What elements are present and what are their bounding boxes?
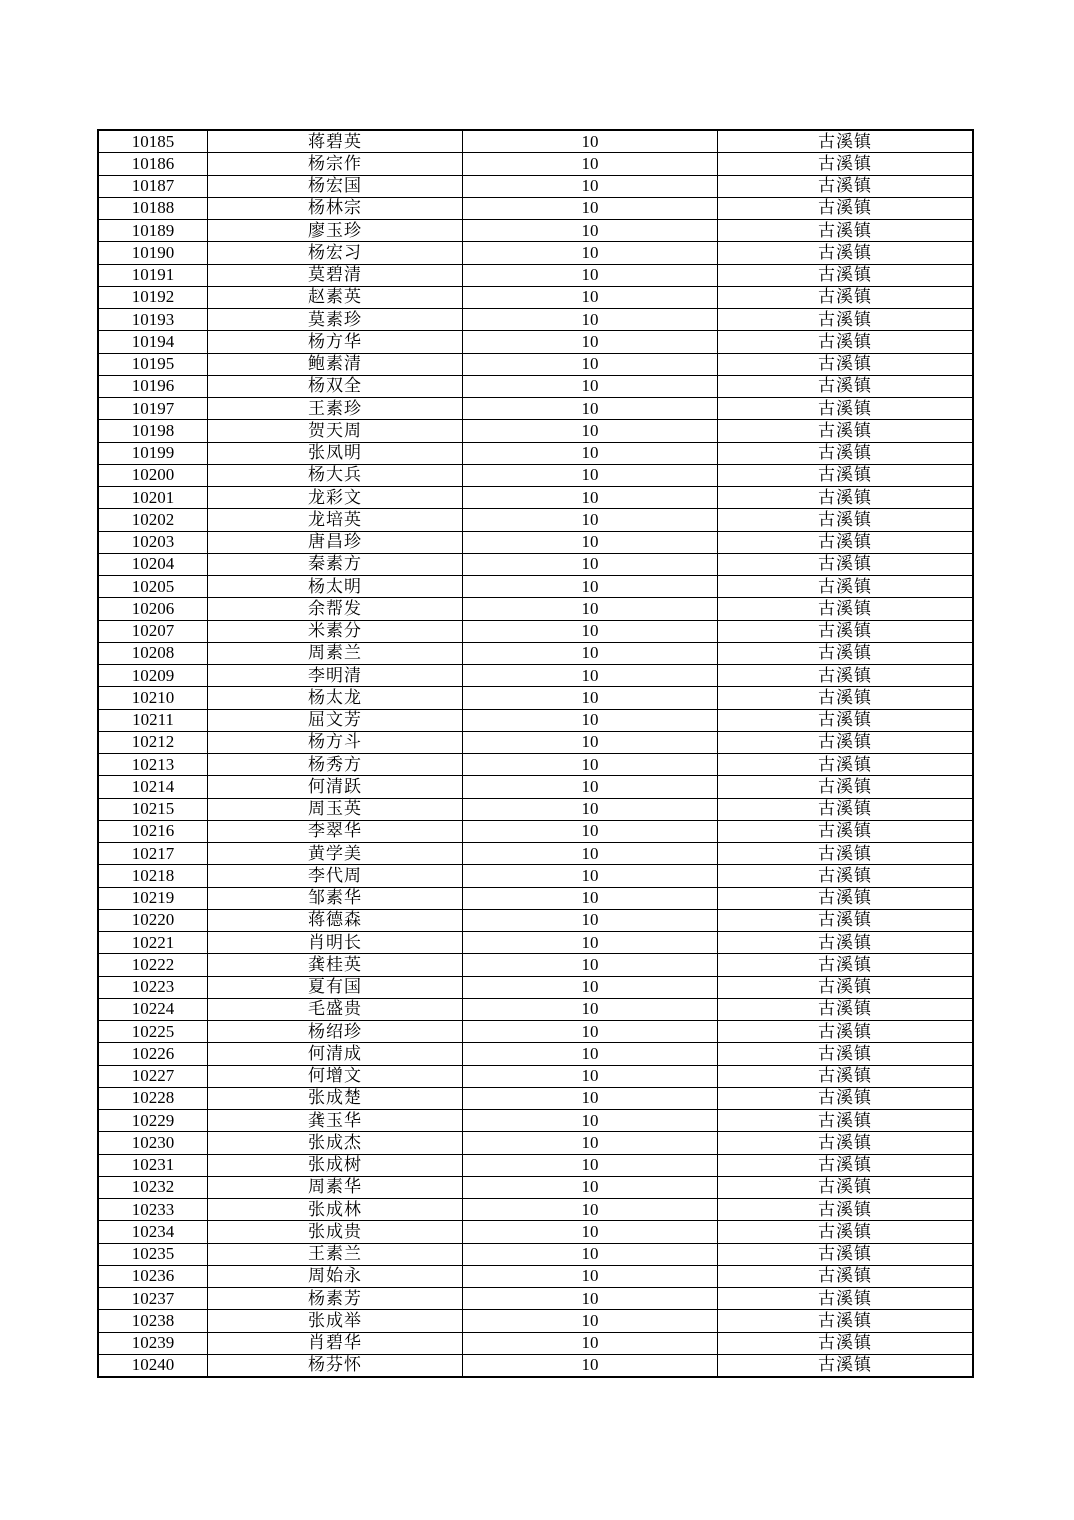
cell-id: 10216 [98, 820, 208, 842]
table-row [98, 642, 973, 664]
cell-name: 杨太龙 [208, 687, 463, 709]
cell-id: 10223 [98, 976, 208, 998]
cell-id: 10227 [98, 1065, 208, 1087]
cell-amount: 10 [463, 665, 718, 687]
cell-town: 古溪镇 [718, 909, 974, 931]
cell-id: 10212 [98, 731, 208, 753]
cell-name: 杨双全 [208, 375, 463, 397]
cell-name: 王素兰 [208, 1243, 463, 1265]
cell-amount: 10 [463, 197, 718, 219]
cell-name: 杨方斗 [208, 731, 463, 753]
cell-name: 龚玉华 [208, 1110, 463, 1132]
cell-id: 10188 [98, 197, 208, 219]
cell-amount: 10 [463, 353, 718, 375]
cell-name: 杨宏国 [208, 175, 463, 197]
cell-name: 周素兰 [208, 642, 463, 664]
cell-town: 古溪镇 [718, 1265, 974, 1287]
cell-town: 古溪镇 [718, 598, 974, 620]
cell-id: 10197 [98, 398, 208, 420]
cell-id: 10229 [98, 1110, 208, 1132]
cell-amount: 10 [463, 954, 718, 976]
cell-id: 10214 [98, 776, 208, 798]
cell-id: 10234 [98, 1221, 208, 1243]
cell-name: 杨林宗 [208, 197, 463, 219]
cell-amount: 10 [463, 731, 718, 753]
cell-id: 10202 [98, 509, 208, 531]
cell-name: 屈文芳 [208, 709, 463, 731]
table-row [98, 843, 973, 865]
cell-name: 杨宏习 [208, 242, 463, 264]
cell-town: 古溪镇 [718, 464, 974, 486]
cell-amount: 10 [463, 1087, 718, 1109]
table-body [98, 130, 973, 1377]
cell-amount: 10 [463, 553, 718, 575]
table-row [98, 776, 973, 798]
cell-town: 古溪镇 [718, 553, 974, 575]
cell-id: 10209 [98, 665, 208, 687]
cell-id: 10195 [98, 353, 208, 375]
cell-town: 古溪镇 [718, 1132, 974, 1154]
cell-name: 黄学美 [208, 843, 463, 865]
cell-town: 古溪镇 [718, 687, 974, 709]
cell-id: 10236 [98, 1265, 208, 1287]
cell-amount: 10 [463, 1132, 718, 1154]
cell-id: 10237 [98, 1288, 208, 1310]
cell-name: 周素华 [208, 1176, 463, 1198]
table-row [98, 687, 973, 709]
cell-id: 10185 [98, 130, 208, 153]
cell-id: 10191 [98, 264, 208, 286]
cell-town: 古溪镇 [718, 375, 974, 397]
cell-name: 莫碧清 [208, 264, 463, 286]
cell-name: 秦素方 [208, 553, 463, 575]
cell-name: 廖玉珍 [208, 220, 463, 242]
cell-id: 10228 [98, 1087, 208, 1109]
cell-amount: 10 [463, 442, 718, 464]
cell-town: 古溪镇 [718, 487, 974, 509]
cell-town: 古溪镇 [718, 1199, 974, 1221]
cell-name: 毛盛贵 [208, 998, 463, 1020]
table-row [98, 665, 973, 687]
cell-id: 10204 [98, 553, 208, 575]
cell-name: 张成树 [208, 1154, 463, 1176]
cell-town: 古溪镇 [718, 1154, 974, 1176]
cell-id: 10235 [98, 1243, 208, 1265]
table-row [98, 509, 973, 531]
cell-town: 古溪镇 [718, 954, 974, 976]
cell-id: 10201 [98, 487, 208, 509]
cell-name: 龚桂英 [208, 954, 463, 976]
cell-amount: 10 [463, 464, 718, 486]
cell-name: 赵素英 [208, 286, 463, 308]
cell-id: 10207 [98, 620, 208, 642]
cell-id: 10205 [98, 576, 208, 598]
cell-name: 米素分 [208, 620, 463, 642]
table-row [98, 976, 973, 998]
table-row [98, 242, 973, 264]
table-row [98, 197, 973, 219]
table-row [98, 553, 973, 575]
cell-amount: 10 [463, 331, 718, 353]
cell-id: 10211 [98, 709, 208, 731]
cell-name: 杨大兵 [208, 464, 463, 486]
cell-id: 10224 [98, 998, 208, 1020]
cell-town: 古溪镇 [718, 776, 974, 798]
cell-amount: 10 [463, 820, 718, 842]
cell-town: 古溪镇 [718, 130, 974, 153]
table-row [98, 175, 973, 197]
cell-town: 古溪镇 [718, 1110, 974, 1132]
cell-name: 张成贵 [208, 1221, 463, 1243]
cell-name: 周玉英 [208, 798, 463, 820]
cell-amount: 10 [463, 754, 718, 776]
cell-id: 10215 [98, 798, 208, 820]
table-row [98, 1265, 973, 1287]
cell-amount: 10 [463, 1288, 718, 1310]
cell-amount: 10 [463, 1199, 718, 1221]
cell-name: 龙彩文 [208, 487, 463, 509]
table-row [98, 887, 973, 909]
cell-amount: 10 [463, 976, 718, 998]
cell-name: 蒋碧英 [208, 130, 463, 153]
table-row [98, 220, 973, 242]
cell-id: 10208 [98, 642, 208, 664]
cell-name: 王素珍 [208, 398, 463, 420]
table-row [98, 1221, 973, 1243]
table-row [98, 1310, 973, 1332]
cell-id: 10231 [98, 1154, 208, 1176]
cell-id: 10189 [98, 220, 208, 242]
cell-name: 杨绍珍 [208, 1021, 463, 1043]
cell-name: 杨芬怀 [208, 1354, 463, 1377]
cell-name: 李翠华 [208, 820, 463, 842]
cell-town: 古溪镇 [718, 576, 974, 598]
cell-town: 古溪镇 [718, 353, 974, 375]
cell-town: 古溪镇 [718, 309, 974, 331]
cell-amount: 10 [463, 487, 718, 509]
cell-id: 10198 [98, 420, 208, 442]
table-row [98, 1087, 973, 1109]
cell-town: 古溪镇 [718, 1354, 974, 1377]
table-row [98, 464, 973, 486]
cell-town: 古溪镇 [718, 531, 974, 553]
table-row [98, 820, 973, 842]
table-row [98, 1043, 973, 1065]
cell-town: 古溪镇 [718, 1243, 974, 1265]
cell-id: 10193 [98, 309, 208, 331]
cell-amount: 10 [463, 531, 718, 553]
cell-amount: 10 [463, 130, 718, 153]
table-row [98, 1176, 973, 1198]
cell-town: 古溪镇 [718, 1221, 974, 1243]
table-row [98, 153, 973, 175]
cell-town: 古溪镇 [718, 264, 974, 286]
table-row [98, 1199, 973, 1221]
cell-id: 10187 [98, 175, 208, 197]
cell-id: 10221 [98, 932, 208, 954]
cell-name: 鲍素清 [208, 353, 463, 375]
cell-amount: 10 [463, 687, 718, 709]
cell-town: 古溪镇 [718, 665, 974, 687]
cell-amount: 10 [463, 998, 718, 1020]
cell-name: 贺天周 [208, 420, 463, 442]
cell-name: 蒋德森 [208, 909, 463, 931]
table-row [98, 754, 973, 776]
cell-town: 古溪镇 [718, 442, 974, 464]
cell-id: 10190 [98, 242, 208, 264]
table-row [98, 1288, 973, 1310]
cell-town: 古溪镇 [718, 932, 974, 954]
cell-amount: 10 [463, 309, 718, 331]
cell-town: 古溪镇 [718, 1176, 974, 1198]
cell-amount: 10 [463, 865, 718, 887]
table-row [98, 420, 973, 442]
cell-town: 古溪镇 [718, 398, 974, 420]
cell-town: 古溪镇 [718, 998, 974, 1020]
table-row [98, 865, 973, 887]
cell-id: 10222 [98, 954, 208, 976]
cell-name: 张成举 [208, 1310, 463, 1332]
table-row [98, 353, 973, 375]
table-row [98, 442, 973, 464]
cell-amount: 10 [463, 398, 718, 420]
cell-town: 古溪镇 [718, 820, 974, 842]
cell-amount: 10 [463, 1021, 718, 1043]
cell-amount: 10 [463, 620, 718, 642]
cell-town: 古溪镇 [718, 175, 974, 197]
cell-amount: 10 [463, 1110, 718, 1132]
cell-id: 10196 [98, 375, 208, 397]
cell-id: 10218 [98, 865, 208, 887]
cell-name: 莫素珍 [208, 309, 463, 331]
cell-name: 杨素芳 [208, 1288, 463, 1310]
cell-name: 余帮发 [208, 598, 463, 620]
cell-id: 10230 [98, 1132, 208, 1154]
cell-amount: 10 [463, 598, 718, 620]
cell-amount: 10 [463, 375, 718, 397]
cell-amount: 10 [463, 576, 718, 598]
cell-town: 古溪镇 [718, 865, 974, 887]
table-row [98, 620, 973, 642]
cell-town: 古溪镇 [718, 1043, 974, 1065]
cell-id: 10220 [98, 909, 208, 931]
cell-id: 10213 [98, 754, 208, 776]
table-row [98, 487, 973, 509]
cell-id: 10210 [98, 687, 208, 709]
cell-id: 10219 [98, 887, 208, 909]
cell-town: 古溪镇 [718, 1021, 974, 1043]
cell-amount: 10 [463, 798, 718, 820]
cell-name: 唐昌珍 [208, 531, 463, 553]
data-table [97, 129, 974, 1378]
cell-name: 张成楚 [208, 1087, 463, 1109]
table-row [98, 731, 973, 753]
cell-amount: 10 [463, 1043, 718, 1065]
cell-amount: 10 [463, 1332, 718, 1354]
cell-id: 10194 [98, 331, 208, 353]
cell-id: 10203 [98, 531, 208, 553]
cell-id: 10206 [98, 598, 208, 620]
cell-town: 古溪镇 [718, 197, 974, 219]
cell-name: 杨方华 [208, 331, 463, 353]
cell-amount: 10 [463, 1310, 718, 1332]
cell-name: 李代周 [208, 865, 463, 887]
cell-amount: 10 [463, 887, 718, 909]
table-row [98, 130, 973, 153]
cell-amount: 10 [463, 642, 718, 664]
cell-name: 李明清 [208, 665, 463, 687]
cell-town: 古溪镇 [718, 976, 974, 998]
cell-amount: 10 [463, 909, 718, 931]
cell-name: 杨秀方 [208, 754, 463, 776]
cell-id: 10226 [98, 1043, 208, 1065]
cell-town: 古溪镇 [718, 1087, 974, 1109]
cell-town: 古溪镇 [718, 331, 974, 353]
table-row [98, 1110, 973, 1132]
table-row [98, 398, 973, 420]
cell-name: 何清成 [208, 1043, 463, 1065]
cell-town: 古溪镇 [718, 286, 974, 308]
cell-name: 杨太明 [208, 576, 463, 598]
cell-name: 何清跃 [208, 776, 463, 798]
cell-amount: 10 [463, 932, 718, 954]
table-row [98, 709, 973, 731]
cell-town: 古溪镇 [718, 620, 974, 642]
cell-town: 古溪镇 [718, 843, 974, 865]
cell-name: 肖碧华 [208, 1332, 463, 1354]
cell-town: 古溪镇 [718, 509, 974, 531]
table-row [98, 375, 973, 397]
cell-name: 张凤明 [208, 442, 463, 464]
table-row [98, 286, 973, 308]
cell-town: 古溪镇 [718, 887, 974, 909]
cell-id: 10225 [98, 1021, 208, 1043]
cell-town: 古溪镇 [718, 798, 974, 820]
table-row [98, 798, 973, 820]
cell-id: 10232 [98, 1176, 208, 1198]
cell-amount: 10 [463, 420, 718, 442]
cell-amount: 10 [463, 153, 718, 175]
cell-amount: 10 [463, 509, 718, 531]
cell-town: 古溪镇 [718, 220, 974, 242]
cell-town: 古溪镇 [718, 731, 974, 753]
table-row [98, 1332, 973, 1354]
cell-name: 龙培英 [208, 509, 463, 531]
cell-id: 10240 [98, 1354, 208, 1377]
cell-amount: 10 [463, 1265, 718, 1287]
cell-town: 古溪镇 [718, 1332, 974, 1354]
table-row [98, 998, 973, 1020]
table-row [98, 1021, 973, 1043]
cell-town: 古溪镇 [718, 642, 974, 664]
cell-name: 张成杰 [208, 1132, 463, 1154]
cell-amount: 10 [463, 1243, 718, 1265]
cell-amount: 10 [463, 709, 718, 731]
cell-amount: 10 [463, 1176, 718, 1198]
table-row [98, 264, 973, 286]
cell-amount: 10 [463, 1154, 718, 1176]
cell-town: 古溪镇 [718, 1288, 974, 1310]
table-row [98, 909, 973, 931]
cell-id: 10200 [98, 464, 208, 486]
table-row [98, 1354, 973, 1377]
table-row [98, 1065, 973, 1087]
cell-amount: 10 [463, 776, 718, 798]
cell-name: 邹素华 [208, 887, 463, 909]
table-row [98, 531, 973, 553]
cell-name: 周始永 [208, 1265, 463, 1287]
cell-town: 古溪镇 [718, 709, 974, 731]
table-row [98, 309, 973, 331]
table-row [98, 932, 973, 954]
cell-id: 10239 [98, 1332, 208, 1354]
cell-amount: 10 [463, 286, 718, 308]
cell-town: 古溪镇 [718, 242, 974, 264]
cell-name: 杨宗作 [208, 153, 463, 175]
cell-amount: 10 [463, 264, 718, 286]
cell-id: 10238 [98, 1310, 208, 1332]
cell-town: 古溪镇 [718, 420, 974, 442]
cell-amount: 10 [463, 220, 718, 242]
cell-amount: 10 [463, 1354, 718, 1377]
table-row [98, 1154, 973, 1176]
cell-town: 古溪镇 [718, 1065, 974, 1087]
table-row [98, 576, 973, 598]
cell-town: 古溪镇 [718, 153, 974, 175]
table-row [98, 1132, 973, 1154]
cell-name: 夏有国 [208, 976, 463, 998]
table-row [98, 1243, 973, 1265]
cell-id: 10186 [98, 153, 208, 175]
cell-id: 10217 [98, 843, 208, 865]
cell-town: 古溪镇 [718, 1310, 974, 1332]
cell-amount: 10 [463, 843, 718, 865]
cell-name: 张成林 [208, 1199, 463, 1221]
cell-id: 10192 [98, 286, 208, 308]
cell-name: 何增文 [208, 1065, 463, 1087]
cell-amount: 10 [463, 1065, 718, 1087]
table-row [98, 954, 973, 976]
cell-amount: 10 [463, 242, 718, 264]
cell-amount: 10 [463, 1221, 718, 1243]
cell-id: 10233 [98, 1199, 208, 1221]
cell-id: 10199 [98, 442, 208, 464]
cell-town: 古溪镇 [718, 754, 974, 776]
table-row [98, 331, 973, 353]
cell-amount: 10 [463, 175, 718, 197]
cell-name: 肖明长 [208, 932, 463, 954]
table-row [98, 598, 973, 620]
